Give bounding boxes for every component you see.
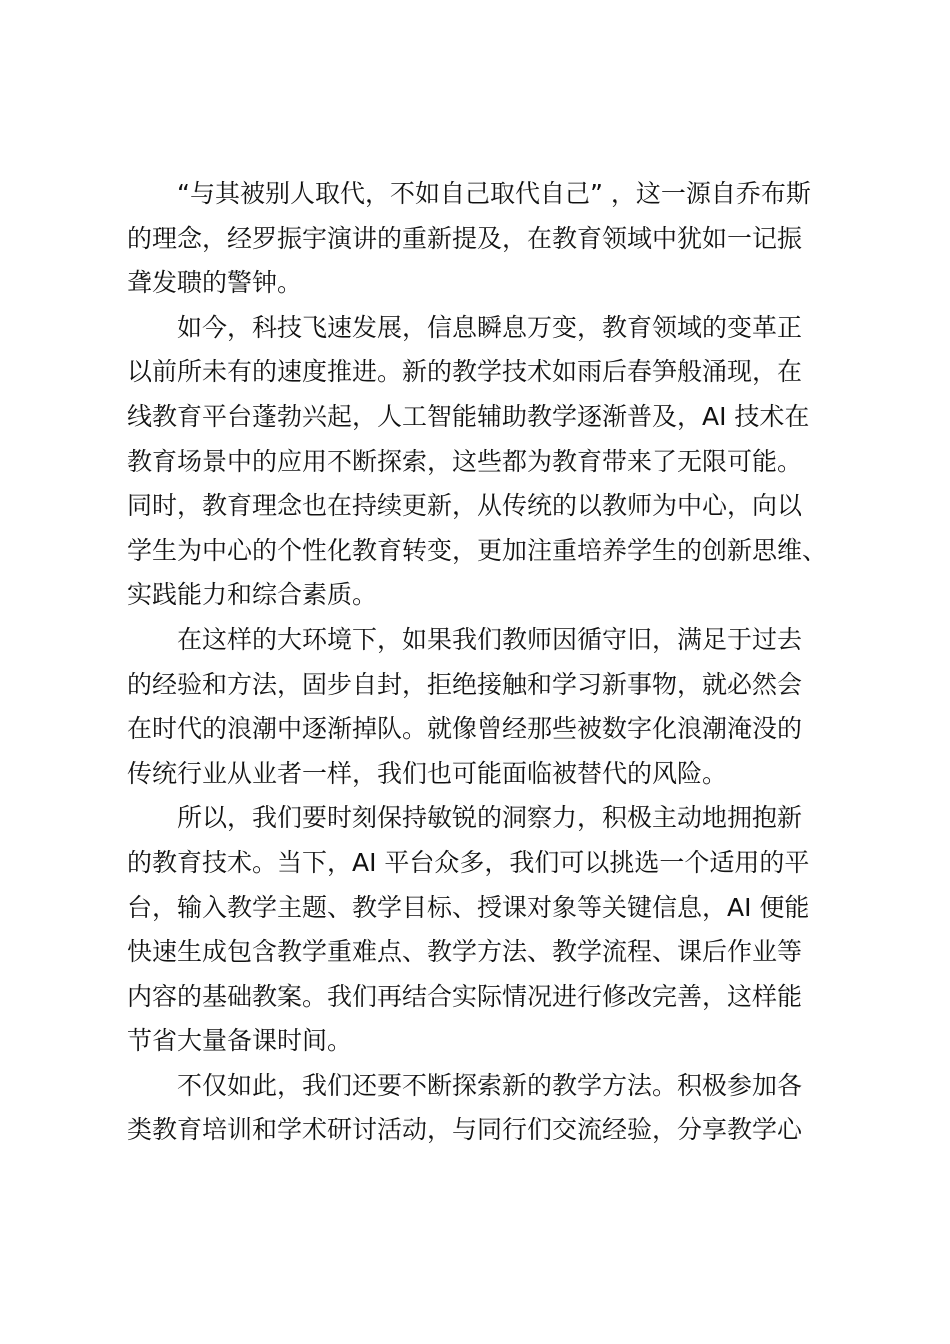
text-line: 内容的基础教案。我们再结合实际情况进行修改完善，这样能 [127,981,803,1011]
text-line: 节省大量备课时间。 [127,1026,353,1056]
text-line: 实践能力和综合素质。 [127,580,378,610]
text-line: “与其被别人取代，不如自己取代自己” ，这一源自乔布斯 [177,179,811,208]
text-line: 教育场景中的应用不断探索，这些都为教育带来了无限可能。 [127,446,803,476]
paragraph-2 [127,306,832,618]
text-line: 同时，教育理念也在持续更新，从传统的以教师为中心，向以 [127,491,803,521]
text-line: 的教育技术。当下，AI 平台众多，我们可以挑选一个适用的平 [127,847,810,877]
text-line: 在这样的大环境下，如果我们教师因循守旧，满足于过去 [177,624,803,654]
text-line: 的理念，经罗振宇演讲的重新提及，在教育领域中犹如一记振 [127,223,803,253]
text-line: 快速生成包含教学重难点、教学方法、教学流程、课后作业等 [127,937,803,967]
text-line: 类教育培训和学术研讨活动，与同行们交流经验，分享教学心 [127,1115,803,1145]
paragraph-4 [127,796,832,1064]
text-line: 学生为中心的个性化教育转变，更加注重培养学生的创新思维、 [127,535,828,565]
text-line: 的经验和方法，固步自封，拒绝接触和学习新事物，就必然会 [127,669,803,699]
text-line: 不仅如此，我们还要不断探索新的教学方法。积极参加各 [177,1070,803,1100]
document-body [127,172,832,1153]
text-line: 在时代的浪潮中逐渐掉队。就像曾经那些被数字化浪潮淹没的 [127,714,803,744]
text-line: 聋发聩的警钟。 [127,268,303,298]
paragraph-3 [127,618,832,796]
text-line: 以前所未有的速度推进。新的教学技术如雨后春笋般涌现，在 [127,357,803,387]
text-line: 台，输入教学主题、教学目标、授课对象等关键信息，AI 便能 [127,892,810,922]
text-line: 如今，科技飞速发展，信息瞬息万变，教育领域的变革正 [177,312,803,342]
text-line: 传统行业从业者一样，我们也可能面临被替代的风险。 [127,758,728,788]
paragraph-5 [127,1064,832,1153]
paragraph-1 [127,172,832,306]
text-line: 线教育平台蓬勃兴起，人工智能辅助教学逐渐普及，AI 技术在 [127,401,810,431]
text-line: 所以，我们要时刻保持敏锐的洞察力，积极主动地拥抱新 [177,803,803,833]
